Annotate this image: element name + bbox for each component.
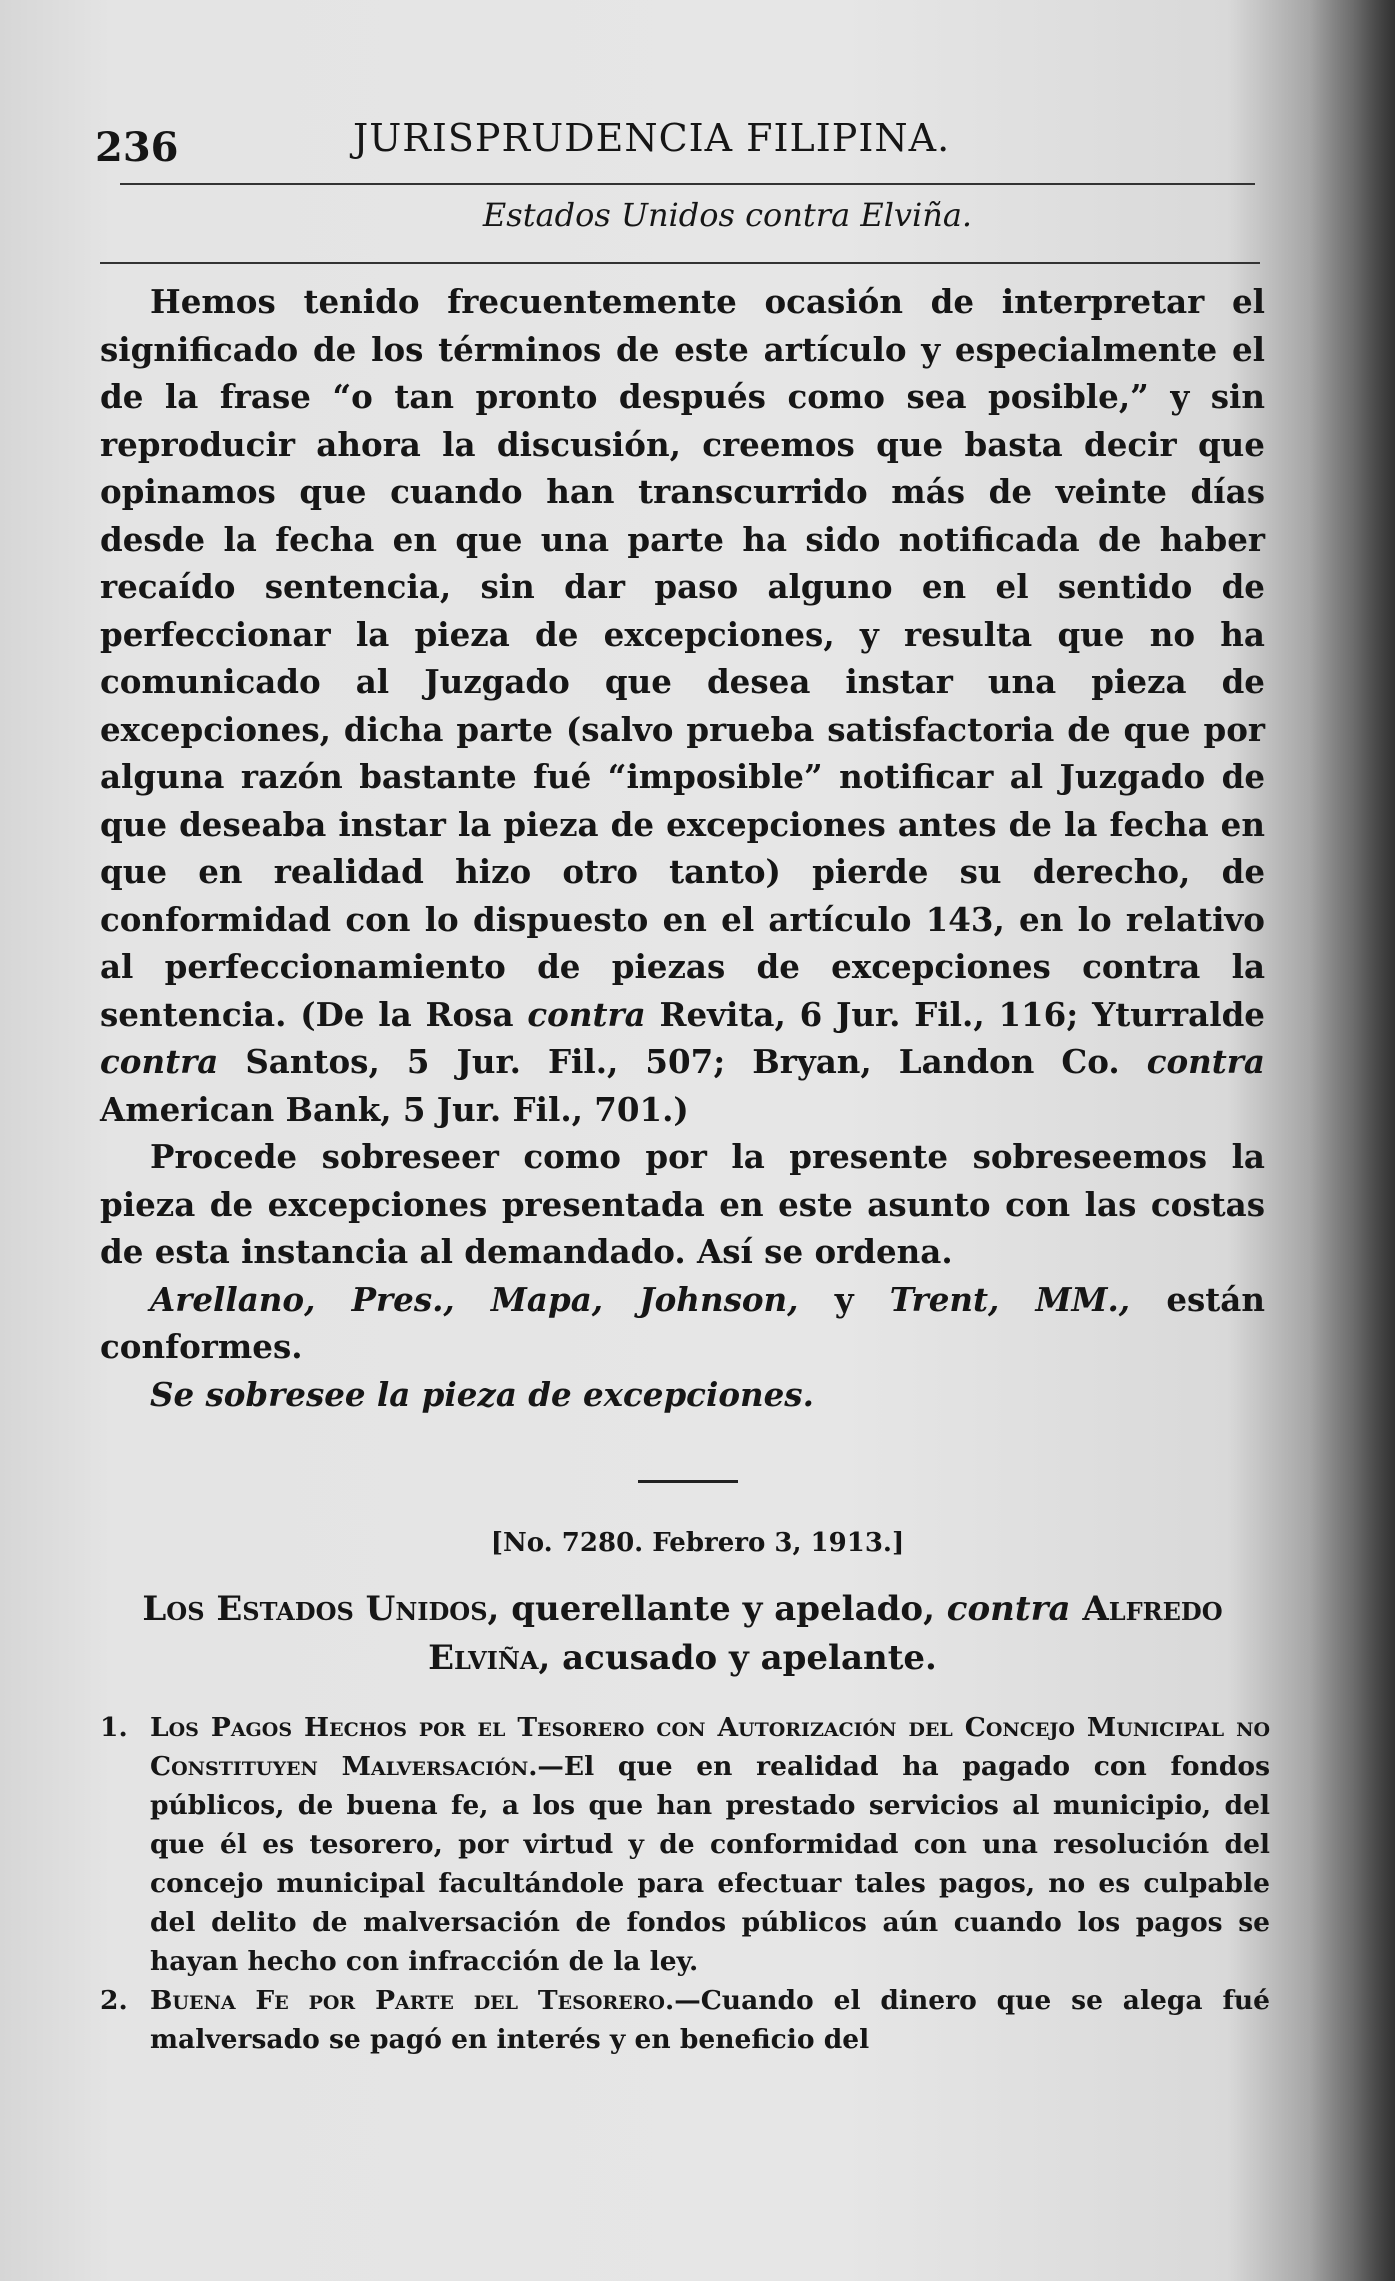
syllabus-heading-1: Los Pagos Hechos por el Tesorero con Autorización del Concejo Municipal no Constituyen Malversación.: [150, 1712, 1270, 1782]
citation-part-a: (De la Rosa: [300, 994, 528, 1034]
caption-contra: contra: [946, 1589, 1071, 1629]
binding-shadow: [1310, 0, 1395, 2281]
caption-defendant-first: Alfredo: [1070, 1589, 1223, 1629]
case-title-rule: [100, 262, 1260, 264]
opinion-paragraph-1-text: Hemos tenido frecuentemente ocasión de interpretar el significado de los términos de este artículo y especialmente el de la frase “o tan pronto después como sea posible,” y sin reproducir ahora la discusión, creemos que basta decir que opinamos que cuando han transcurrido más de veinte días desde la fecha en que una parte ha sido notificada de haber recaído sentencia, sin dar paso alguno en el sentido de perfeccionar la pieza de excepciones, y resulta que no ha comunicado al Juzgado que desea instar una pieza de excepciones, dicha parte (salvo prueba satisfactoria de que por alguna razón bastante fué “imposible” notificar al Juzgado de que deseaba instar la pieza de excepciones antes de la fecha en que en realidad hizo otro tanto) pierde su derecho, de conformidad con lo dispuesto en el artículo 143, en lo relativo al perfeccionamiento de piezas de excepciones contra la sentencia.: [100, 282, 1265, 1034]
docket-line: [No. 7280. Febrero 3, 1913.]: [490, 1528, 905, 1558]
caption-plaintiff: Los Estados Unidos,: [142, 1589, 500, 1629]
citation-part-d: American Bank, 5 Jur. Fil., 701.): [100, 1089, 689, 1129]
conjunction: y: [798, 1279, 890, 1319]
citation-contra-1: contra: [527, 994, 646, 1034]
caption-defendant-role: acusado y apelante.: [550, 1638, 937, 1678]
caption-plaintiff-role: querellante y apelado,: [499, 1589, 947, 1629]
concurrence-paragraph: [100, 1276, 1265, 1371]
section-divider: [638, 1480, 738, 1483]
syllabus-text-1: —El que en realidad ha pagado con fondos públicos, de buena fe, a los que han prestado servicios al municipio, del que él es tesorero, por virtud y de conformidad con una resolución del concejo municipal facultándole para efectuar tales pagos, no es culpable del delito de malversación de fondos públicos aún cuando los pagos se hayan hecho con infracción de la ley.: [150, 1751, 1270, 1977]
case-title: [0, 196, 1395, 234]
concurrence-text: están conformes.: [100, 1279, 1265, 1366]
syllabus-text-2: —Cuando el dinero que se alega fué malversado se pagó en interés y en beneficio del: [150, 1985, 1270, 2055]
opinion-text: [100, 278, 1265, 1418]
justices-names: Arellano, Pres., Mapa, Johnson,: [150, 1279, 799, 1319]
header-rule: [120, 183, 1255, 185]
syllabus-number-1: 1.: [100, 1712, 128, 1743]
page-header: [95, 110, 1255, 170]
syllabus: [100, 1708, 1270, 2059]
citation-part-b: Revita, 6 Jur. Fil., 116; Yturralde: [645, 994, 1265, 1034]
opinion-paragraph-1: [100, 278, 1265, 1133]
syllabus-heading-2: Buena Fe por Parte del Tesorero.: [150, 1985, 675, 2016]
citation-contra-3: contra: [1146, 1042, 1265, 1081]
opinion-paragraph-2: Procede sobreseer como por la presente sobreseemos la pieza de excepciones presentada en este asunto con las costas de esta instancia al demandado. Así se ordena.: [100, 1137, 1265, 1271]
disposition-text: Se sobresee la pieza de excepciones.: [150, 1374, 814, 1414]
syllabus-item-2: [100, 1981, 1270, 2059]
citation-contra-2: contra: [100, 1042, 219, 1081]
case-title-text: Estados Unidos contra Elviña.: [482, 196, 973, 234]
citation-part-c: Santos, 5 Jur. Fil., 507; Bryan, Landon Co.: [218, 1042, 1147, 1081]
caption-defendant-last: Elviña,: [428, 1638, 551, 1678]
disposition: [100, 1371, 1265, 1419]
syllabus-item-1: [100, 1708, 1270, 1981]
syllabus-number-2: 2.: [100, 1985, 128, 2016]
page-number: 236: [95, 124, 179, 171]
justices-names-2: Trent, MM.,: [889, 1279, 1131, 1319]
running-title: JURISPRUDENCIA FILIPINA.: [353, 116, 951, 160]
case-caption: [95, 1585, 1270, 1683]
